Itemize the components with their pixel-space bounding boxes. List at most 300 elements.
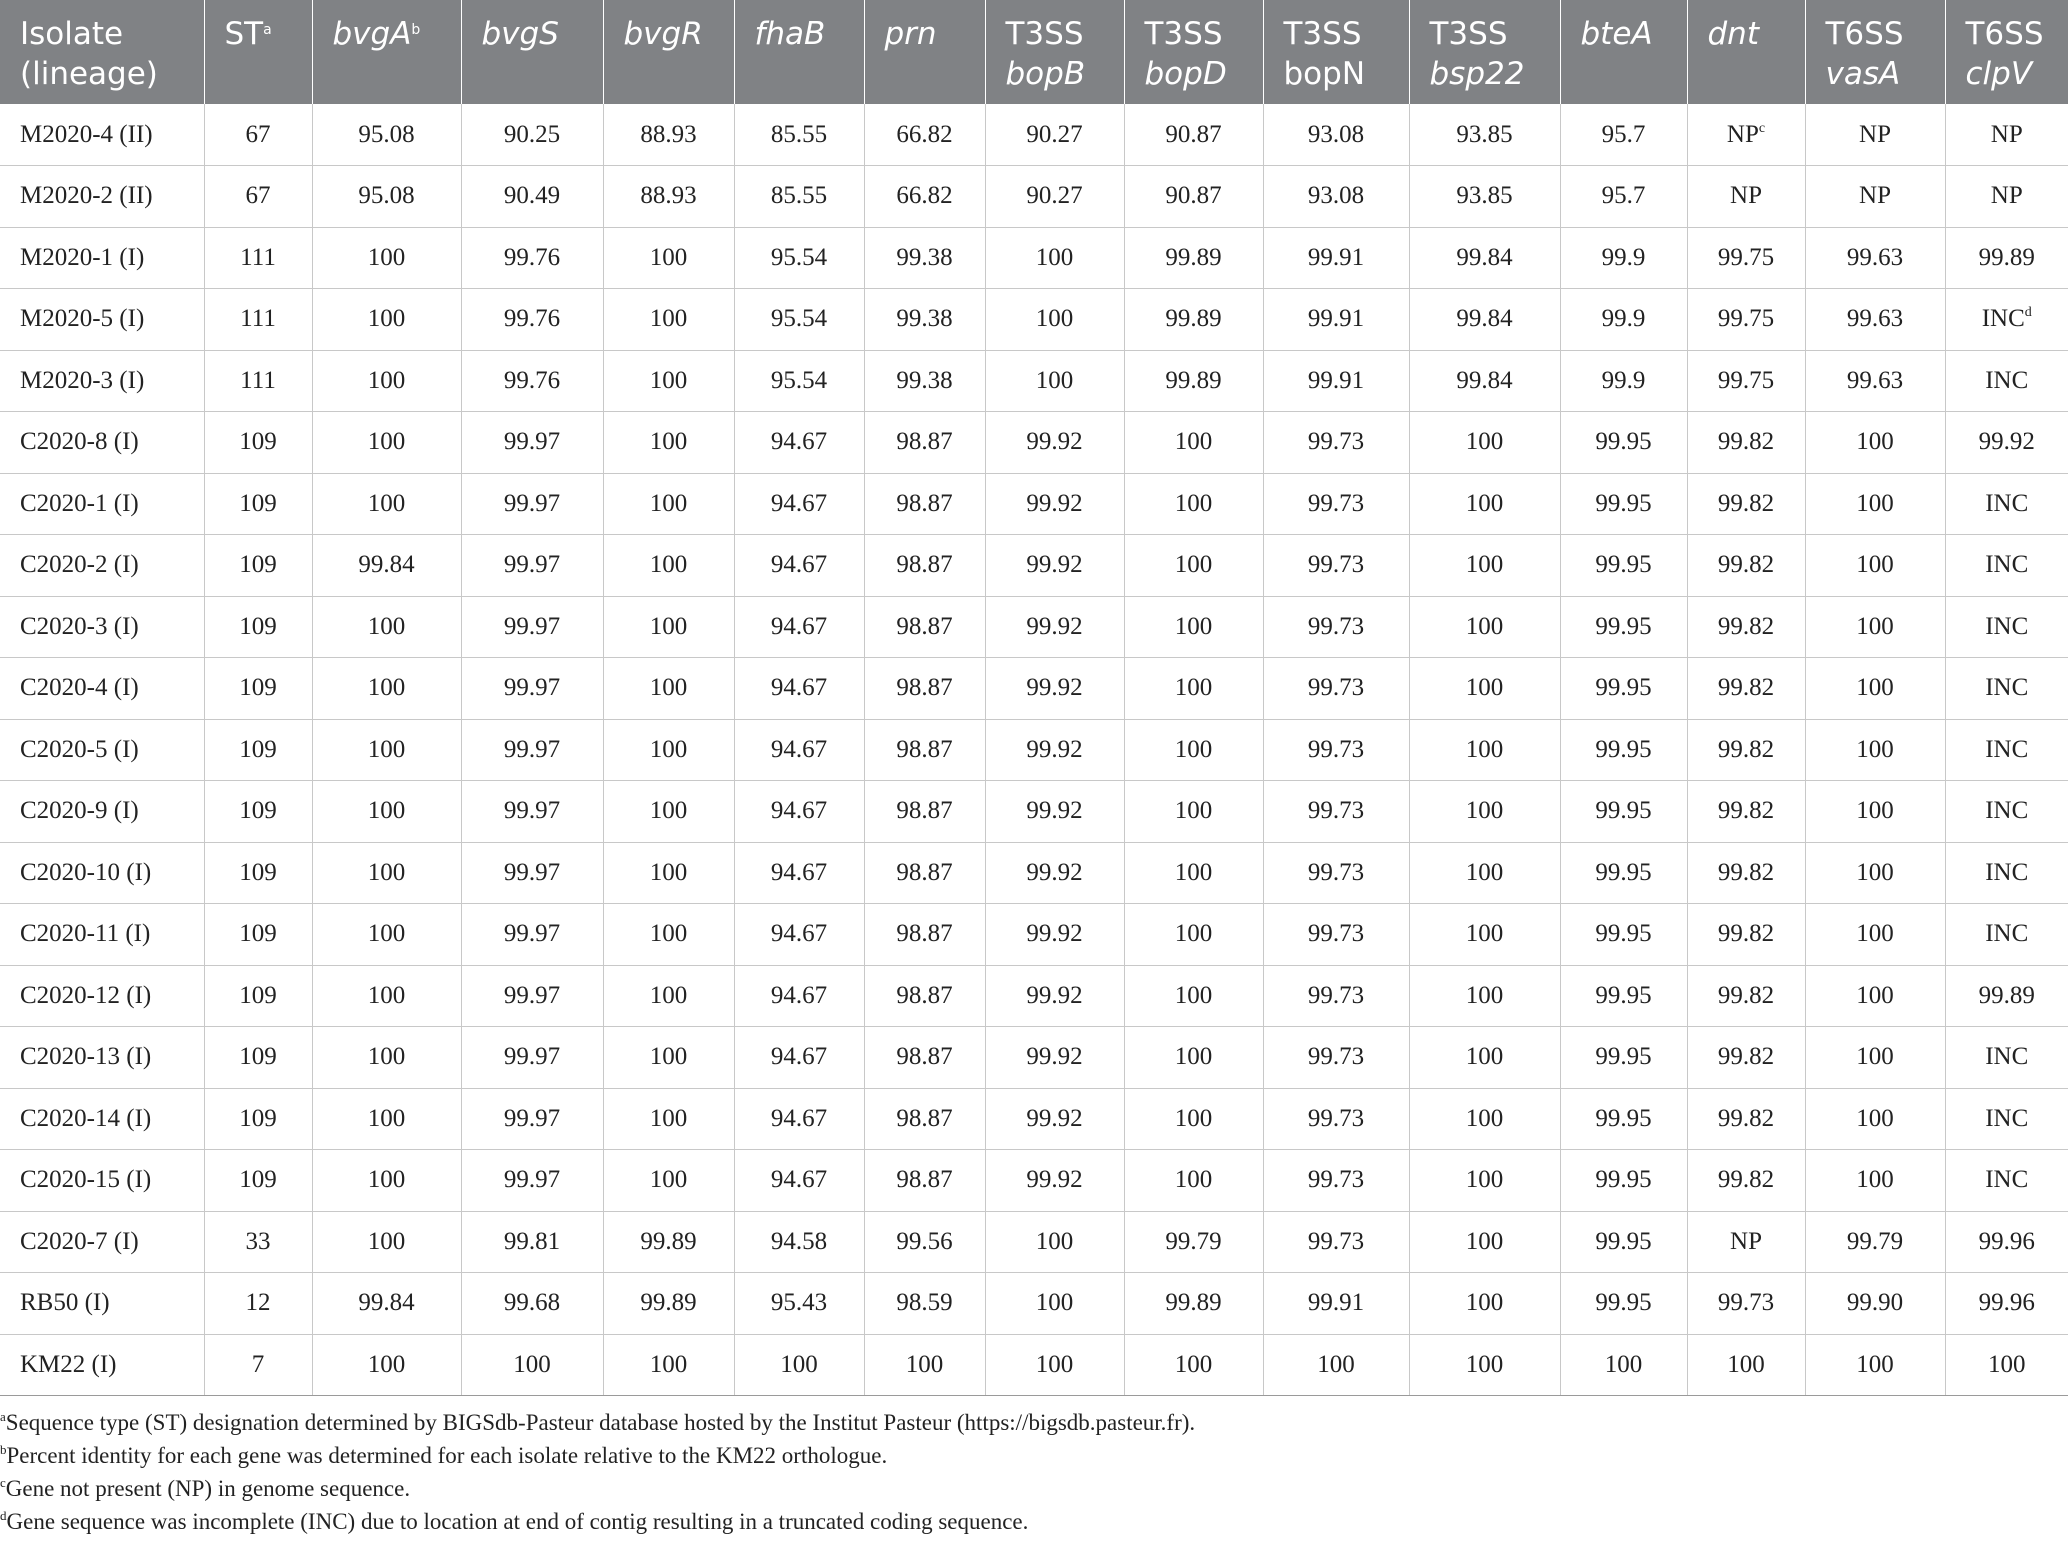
value-cell — [461, 1334, 603, 1396]
cell-text: 99.73 — [1307, 1227, 1365, 1255]
value-cell — [461, 904, 603, 966]
value-cell — [1263, 1150, 1409, 1212]
cell-text: 93.08 — [1307, 120, 1365, 148]
value-cell — [312, 350, 461, 412]
value-cell — [1560, 904, 1687, 966]
value-cell — [461, 596, 603, 658]
value-cell — [1409, 1150, 1560, 1212]
cell-text: 100 — [1174, 981, 1213, 1009]
cell-text: 100 — [1856, 1350, 1894, 1378]
value-cell — [312, 1088, 461, 1150]
table-body — [0, 104, 2068, 1396]
cell-text: 100 — [1465, 1043, 1504, 1071]
cell-text: 94.67 — [770, 1166, 828, 1194]
cell-text: 100 — [1465, 858, 1504, 886]
value-cell — [204, 289, 312, 351]
table-header — [0, 0, 2068, 104]
cell-text: 99.73 — [1307, 1104, 1365, 1132]
cell-text: 99.95 — [1595, 428, 1652, 456]
cell-text: C2020-11 (I) — [20, 920, 151, 948]
column-header-line1: Isolate — [20, 16, 124, 52]
cell-text: 90.27 — [1026, 120, 1083, 148]
value-cell — [985, 596, 1124, 658]
cell-text: 100 — [367, 366, 406, 394]
cell-text: 99.82 — [1717, 428, 1775, 456]
value-cell — [1560, 104, 1687, 166]
cell-text: 99.92 — [1026, 551, 1083, 579]
value-cell — [1124, 596, 1263, 658]
cell-text: 99.73 — [1307, 674, 1365, 702]
value-cell — [734, 350, 864, 412]
cell-text: 99.95 — [1595, 920, 1652, 948]
isolate-cell — [0, 842, 204, 904]
column-header-line2: bsp22 — [1429, 56, 1525, 92]
value-cell — [461, 412, 603, 474]
cell-text: 100 — [367, 1043, 406, 1071]
value-cell — [985, 965, 1124, 1027]
value-cell — [461, 1088, 603, 1150]
value-cell — [1124, 904, 1263, 966]
value-cell — [312, 104, 461, 166]
cell-text: 100 — [1174, 1350, 1213, 1378]
cell-text: 100 — [649, 981, 688, 1009]
cell-text: 99.96 — [1978, 1289, 2035, 1317]
cell-text: 99.97 — [503, 735, 561, 763]
value-cell — [1560, 1334, 1687, 1396]
cell-text: 100 — [1174, 1166, 1213, 1194]
cell-text: 100 — [1035, 366, 1074, 394]
cell-text: 100 — [1465, 428, 1504, 456]
value-cell — [204, 658, 312, 720]
value-cell — [734, 1211, 864, 1273]
value-cell — [1124, 719, 1263, 781]
cell-text: 98.87 — [896, 735, 953, 763]
cell-text: 100 — [1174, 858, 1213, 886]
cell-text: 99.73 — [1307, 858, 1365, 886]
column-header-line1: T3SS — [1283, 16, 1362, 52]
cell-text: 111 — [240, 243, 276, 271]
value-cell — [1409, 1211, 1560, 1273]
value-cell — [1945, 719, 2068, 781]
value-cell — [603, 842, 734, 904]
footnote-text: Sequence type (ST) designation determined by BIGSdb-Pasteur database hosted by the Institut Pasteur (https://bigsdb.pasteur.fr). — [5, 1410, 1196, 1435]
cell-text: 99.89 — [640, 1289, 697, 1317]
cell-text: 99.95 — [1595, 1166, 1652, 1194]
table-row — [0, 350, 2068, 412]
value-cell — [1409, 719, 1560, 781]
column-header — [1263, 0, 1409, 104]
cell-text: 99.97 — [503, 920, 561, 948]
footnote-mark: c — [0, 1475, 6, 1490]
value-cell — [734, 719, 864, 781]
value-cell — [204, 965, 312, 1027]
cell-text: INC — [1985, 1104, 2029, 1132]
cell-text: 67 — [245, 182, 271, 210]
cell-text: 90.87 — [1165, 182, 1222, 210]
value-cell — [734, 1273, 864, 1335]
value-cell — [1945, 289, 2068, 351]
value-cell — [1409, 1334, 1560, 1396]
cell-text: 99.82 — [1717, 489, 1775, 517]
cell-text: 99.92 — [1026, 1043, 1083, 1071]
cell-text: INC — [1985, 920, 2029, 948]
value-cell — [1945, 412, 2068, 474]
cell-text: 99.92 — [1026, 428, 1083, 456]
value-cell — [864, 781, 985, 843]
value-cell — [1409, 596, 1560, 658]
cell-text: 99.96 — [1978, 1227, 2035, 1255]
value-cell — [734, 104, 864, 166]
cell-text: 99.92 — [1978, 428, 2035, 456]
value-cell — [603, 350, 734, 412]
value-cell — [1409, 781, 1560, 843]
column-header-line1: dnt — [1707, 16, 1759, 52]
cell-text: 98.87 — [896, 674, 953, 702]
cell-text: 95.08 — [358, 182, 415, 210]
column-header-line2: clpV — [1965, 56, 2033, 92]
value-cell — [1687, 904, 1805, 966]
value-cell — [1263, 719, 1409, 781]
cell-text: 99.89 — [1165, 243, 1222, 271]
cell-text: 100 — [649, 674, 688, 702]
value-cell — [461, 289, 603, 351]
value-cell — [1124, 1334, 1263, 1396]
isolate-cell — [0, 965, 204, 1027]
cell-text: 99.76 — [503, 366, 561, 394]
cell-text: 100 — [513, 1350, 551, 1378]
value-cell — [1409, 227, 1560, 289]
cell-text: 109 — [239, 981, 277, 1009]
value-cell — [1805, 1150, 1945, 1212]
cell-text: C2020-3 (I) — [20, 612, 139, 640]
cell-text: 100 — [1856, 858, 1894, 886]
cell-text: 99.79 — [1165, 1227, 1222, 1255]
cell-text: 94.67 — [770, 1043, 828, 1071]
value-cell — [864, 658, 985, 720]
cell-text: 100 — [1174, 735, 1213, 763]
isolate-cell — [0, 535, 204, 597]
cell-text: 99.73 — [1307, 612, 1365, 640]
value-cell — [1263, 289, 1409, 351]
cell-text: M2020-1 (I) — [20, 243, 145, 271]
cell-text: 100 — [1856, 920, 1894, 948]
cell-text: 90.25 — [503, 120, 561, 148]
value-cell — [1560, 719, 1687, 781]
cell-text: 99.63 — [1846, 305, 1904, 333]
value-cell — [312, 1211, 461, 1273]
cell-text: C2020-10 (I) — [20, 858, 152, 886]
cell-text: 100 — [1465, 1227, 1504, 1255]
cell-text: 100 — [649, 1043, 688, 1071]
cell-text: 99.92 — [1026, 920, 1083, 948]
value-cell — [312, 166, 461, 228]
value-cell — [603, 1150, 734, 1212]
value-cell — [985, 227, 1124, 289]
value-cell — [312, 842, 461, 904]
cell-text: 100 — [1035, 305, 1074, 333]
table-row — [0, 719, 2068, 781]
cell-text: 99.97 — [503, 612, 561, 640]
cell-text: 90.27 — [1026, 182, 1083, 210]
cell-text: 100 — [1035, 243, 1074, 271]
value-cell — [1805, 289, 1945, 351]
cell-text: 99.97 — [503, 1043, 561, 1071]
cell-text: 99.89 — [1165, 305, 1222, 333]
table-row — [0, 904, 2068, 966]
cell-text: 109 — [239, 1166, 277, 1194]
cell-text: 100 — [649, 428, 688, 456]
value-cell — [1560, 289, 1687, 351]
value-cell — [734, 412, 864, 474]
cell-text: 99.97 — [503, 797, 561, 825]
footnote-mark: c — [1758, 120, 1766, 136]
footnote-text: Percent identity for each gene was determined for each isolate relative to the KM22 orthologue. — [6, 1443, 888, 1468]
value-cell — [1945, 350, 2068, 412]
cell-text: 98.87 — [896, 1104, 953, 1132]
cell-text: 99.95 — [1595, 1227, 1652, 1255]
column-header — [985, 0, 1124, 104]
value-cell — [985, 719, 1124, 781]
cell-text: 99.95 — [1595, 1289, 1652, 1317]
value-cell — [1805, 965, 1945, 1027]
isolate-cell — [0, 412, 204, 474]
column-header-line1: T6SS — [1825, 16, 1904, 52]
cell-text: 99.92 — [1026, 612, 1083, 640]
cell-text: 100 — [649, 858, 688, 886]
value-cell — [603, 658, 734, 720]
footnote — [0, 1472, 2068, 1505]
cell-text: M2020-2 (II) — [20, 182, 153, 210]
cell-text: 99.91 — [1307, 366, 1365, 394]
cell-text: 99.84 — [1456, 243, 1513, 271]
isolate-cell — [0, 658, 204, 720]
cell-text: 99.75 — [1717, 305, 1775, 333]
isolate-cell — [0, 1273, 204, 1335]
cell-text: 94.67 — [770, 428, 828, 456]
cell-text: NP — [1859, 120, 1891, 148]
value-cell — [734, 965, 864, 1027]
value-cell — [204, 350, 312, 412]
value-cell — [1945, 1211, 2068, 1273]
value-cell — [204, 781, 312, 843]
cell-text: 99.81 — [503, 1227, 561, 1255]
value-cell — [603, 166, 734, 228]
value-cell — [1409, 1088, 1560, 1150]
value-cell — [864, 473, 985, 535]
value-cell — [1687, 1211, 1805, 1273]
cell-text: 85.55 — [770, 182, 828, 210]
footnote — [0, 1505, 2068, 1538]
value-cell — [985, 166, 1124, 228]
value-cell — [985, 289, 1124, 351]
cell-text: 99.82 — [1717, 551, 1775, 579]
table-row — [0, 1273, 2068, 1335]
cell-text: 100 — [367, 243, 406, 271]
value-cell — [1560, 227, 1687, 289]
cell-text: C2020-12 (I) — [20, 981, 152, 1009]
cell-text: 99.97 — [503, 428, 561, 456]
value-cell — [461, 965, 603, 1027]
value-cell — [1409, 658, 1560, 720]
value-cell — [1560, 658, 1687, 720]
cell-text: 100 — [1174, 674, 1213, 702]
cell-text: 98.87 — [896, 489, 953, 517]
isolate-cell — [0, 227, 204, 289]
cell-text: 100 — [649, 489, 688, 517]
cell-text: 109 — [239, 551, 277, 579]
cell-text: 99.73 — [1307, 489, 1365, 517]
cell-text: 100 — [367, 612, 406, 640]
cell-text: 109 — [239, 612, 277, 640]
isolate-cell — [0, 289, 204, 351]
value-cell — [312, 904, 461, 966]
value-cell — [1687, 1088, 1805, 1150]
cell-text: 99.84 — [358, 1289, 415, 1317]
cell-text: 99.9 — [1601, 305, 1646, 333]
value-cell — [1124, 473, 1263, 535]
value-cell — [204, 1027, 312, 1089]
cell-text: 100 — [1465, 1350, 1504, 1378]
value-cell — [1560, 412, 1687, 474]
value-cell — [1687, 719, 1805, 781]
value-cell — [1805, 904, 1945, 966]
cell-text: 100 — [649, 612, 688, 640]
cell-text: 100 — [1174, 489, 1213, 517]
cell-text: C2020-14 (I) — [20, 1104, 152, 1132]
cell-text: 98.87 — [896, 1043, 953, 1071]
cell-text: 100 — [367, 981, 406, 1009]
cell-text: 99.92 — [1026, 489, 1083, 517]
value-cell — [1945, 781, 2068, 843]
cell-text: C2020-7 (I) — [20, 1227, 139, 1255]
cell-text: 100 — [1856, 489, 1894, 517]
column-header — [312, 0, 461, 104]
cell-text: RB50 (I) — [20, 1289, 110, 1317]
cell-text: 100 — [1856, 1166, 1894, 1194]
cell-text: 99.91 — [1307, 1289, 1365, 1317]
value-cell — [864, 227, 985, 289]
cell-text: C2020-9 (I) — [20, 797, 139, 825]
footnote-mark: b — [411, 22, 421, 38]
cell-text: 94.67 — [770, 920, 828, 948]
value-cell — [1409, 473, 1560, 535]
cell-text: 109 — [239, 1104, 277, 1132]
cell-text: 93.85 — [1456, 120, 1513, 148]
cell-text: 100 — [1856, 674, 1894, 702]
value-cell — [1263, 104, 1409, 166]
cell-text: 94.67 — [770, 858, 828, 886]
column-header-line1: prn — [884, 16, 937, 52]
cell-text: 100 — [1465, 797, 1504, 825]
cell-text: 100 — [1856, 1043, 1894, 1071]
isolate-cell — [0, 1211, 204, 1273]
cell-text: 99.56 — [896, 1227, 953, 1255]
column-header — [864, 0, 985, 104]
value-cell — [1945, 1088, 2068, 1150]
value-cell — [1409, 289, 1560, 351]
cell-text: 94.67 — [770, 489, 828, 517]
value-cell — [1560, 1273, 1687, 1335]
cell-text: 99.89 — [1165, 1289, 1222, 1317]
cell-text: 100 — [1174, 920, 1213, 948]
cell-text: 95.54 — [770, 366, 828, 394]
value-cell — [204, 904, 312, 966]
cell-text: 100 — [1727, 1350, 1765, 1378]
footnotes — [0, 1396, 2068, 1538]
cell-text: 100 — [1856, 551, 1894, 579]
value-cell — [1945, 535, 2068, 597]
value-cell — [1409, 904, 1560, 966]
value-cell — [312, 719, 461, 781]
cell-text: 100 — [1465, 674, 1504, 702]
cell-text: 99.92 — [1026, 1166, 1083, 1194]
value-cell — [1945, 1334, 2068, 1396]
value-cell — [1805, 842, 1945, 904]
cell-text: 99.97 — [503, 489, 561, 517]
table-row — [0, 1211, 2068, 1273]
value-cell — [1805, 166, 1945, 228]
cell-text: 100 — [905, 1350, 944, 1378]
cell-text: 99.89 — [1978, 981, 2035, 1009]
cell-text: 100 — [1856, 1104, 1894, 1132]
cell-text: 33 — [245, 1227, 271, 1255]
cell-text: 100 — [1465, 920, 1504, 948]
value-cell — [1687, 1150, 1805, 1212]
isolate-cell — [0, 1088, 204, 1150]
value-cell — [1263, 842, 1409, 904]
footnote-text: Gene not present (NP) in genome sequence. — [5, 1476, 411, 1501]
cell-text: 88.93 — [640, 182, 697, 210]
value-cell — [204, 1273, 312, 1335]
cell-text: 100 — [367, 1104, 406, 1132]
column-header — [1409, 0, 1560, 104]
cell-text: INC — [1985, 1166, 2029, 1194]
value-cell — [1945, 104, 2068, 166]
column-header-line1: ST — [224, 16, 264, 52]
table-row — [0, 658, 2068, 720]
cell-text: 99.75 — [1717, 366, 1775, 394]
cell-text: 100 — [780, 1350, 818, 1378]
cell-text: 100 — [367, 428, 406, 456]
column-header — [1805, 0, 1945, 104]
value-cell — [1560, 473, 1687, 535]
value-cell — [1687, 227, 1805, 289]
cell-text: INC — [1985, 612, 2029, 640]
value-cell — [1263, 535, 1409, 597]
value-cell — [1263, 350, 1409, 412]
value-cell — [461, 166, 603, 228]
value-cell — [1124, 166, 1263, 228]
value-cell — [1263, 965, 1409, 1027]
cell-text: 100 — [1604, 1350, 1643, 1378]
cell-text: 100 — [367, 1350, 406, 1378]
value-cell — [1560, 1211, 1687, 1273]
cell-text: 99.82 — [1717, 1166, 1775, 1194]
cell-text: 99.95 — [1595, 489, 1652, 517]
cell-text: 94.67 — [770, 735, 828, 763]
value-cell — [1805, 658, 1945, 720]
value-cell — [1560, 596, 1687, 658]
cell-text: INC — [1985, 366, 2029, 394]
cell-text: 7 — [251, 1350, 265, 1378]
table-row — [0, 227, 2068, 289]
column-header — [734, 0, 864, 104]
isolate-cell — [0, 473, 204, 535]
value-cell — [1945, 1273, 2068, 1335]
isolate-cell — [0, 719, 204, 781]
footnote — [0, 1439, 2068, 1472]
cell-text: M2020-4 (II) — [20, 120, 153, 148]
